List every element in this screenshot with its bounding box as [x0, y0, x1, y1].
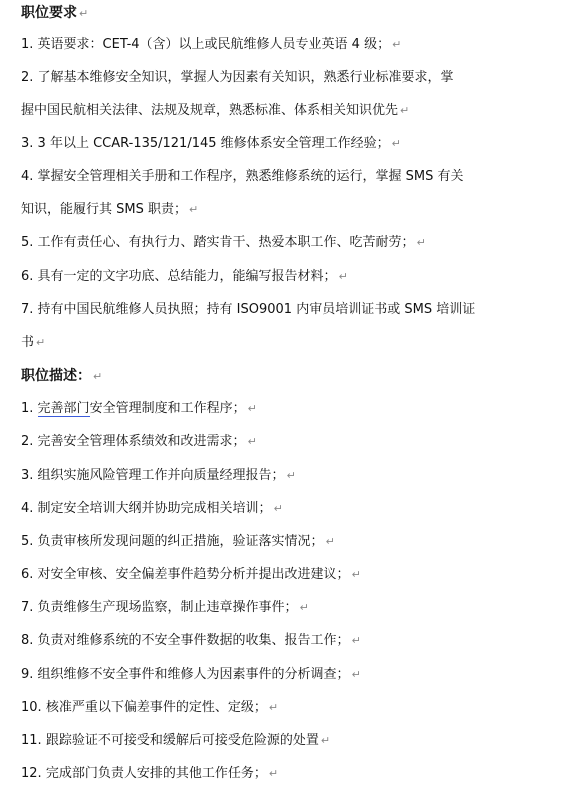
paragraph-mark: ↵ [391, 137, 401, 150]
requirements-heading: 职位要求 ↵ [21, 5, 89, 21]
paragraph-mark: ↵ [400, 104, 410, 117]
requirement-item-2-continued: 握中国民航相关法律、法规及规章，熟悉标准、体系相关知识优先 ↵ [21, 103, 410, 118]
paragraph-mark: ↵ [268, 767, 279, 780]
description-item-7: 7. 负责维修生产现场监察，制止违章操作事件； ↵ [21, 600, 309, 615]
description-item-4: 4. 制定安全培训大纲并协助完成相关培训； ↵ [21, 501, 283, 516]
paragraph-mark: ↵ [247, 435, 257, 448]
description-item-10: 10. 核准严重以下偏差事件的定性、定级； ↵ [21, 700, 279, 715]
paragraph-mark: ↵ [351, 568, 361, 581]
requirement-item-3: 3. 3 年以上 CCAR-135/121/145 维修体系安全管理工作经验； ↵ [21, 136, 401, 151]
description-item-12: 12. 完成部门负责人安排的其他工作任务； ↵ [21, 766, 279, 781]
paragraph-mark: ↵ [299, 601, 309, 614]
paragraph-mark: ↵ [268, 701, 279, 714]
requirement-item-7: 7. 持有中国民航维修人员执照；持有 ISO9001 内审员培训证书或 SMS 培训证 [21, 302, 476, 317]
description-item-2: 2. 完善安全管理体系绩效和改进需求； ↵ [21, 434, 257, 449]
paragraph-mark: ↵ [36, 336, 46, 349]
requirement-item-1: 1. 英语要求：CET-4（含）以上或民航维修人员专业英语 4 级； ↵ [21, 37, 402, 52]
paragraph-mark: ↵ [392, 38, 402, 51]
description-item-9: 9. 组织维修不安全事件和维修人为因素事件的分析调查； ↵ [21, 667, 361, 682]
requirement-item-4: 4. 掌握安全管理相关手册和工作程序，熟悉维修系统的运行，掌握 SMS 有关 [21, 169, 464, 184]
paragraph-mark: ↵ [189, 203, 199, 216]
description-item-1: 1. 完善部门安全管理制度和工作程序； ↵ [21, 401, 257, 416]
paragraph-mark: ↵ [351, 668, 361, 681]
paragraph-mark: ↵ [325, 535, 335, 548]
requirement-item-6: 6. 具有一定的文字功底、总结能力，能编写报告材料； ↵ [21, 269, 348, 284]
requirement-item-7-continued: 书 ↵ [21, 335, 46, 350]
paragraph-mark: ↵ [247, 402, 257, 415]
description-item-8: 8. 负责对维修系统的不安全事件数据的收集、报告工作； ↵ [21, 633, 361, 648]
paragraph-mark: ↵ [416, 236, 426, 249]
description-item-5: 5. 负责审核所发现问题的纠正措施，验证落实情况； ↵ [21, 534, 335, 549]
paragraph-mark: ↵ [286, 469, 296, 482]
requirement-item-4-continued: 知识，能履行其 SMS 职责； ↵ [21, 202, 199, 217]
paragraph-mark: ↵ [338, 270, 348, 283]
paragraph-mark: ↵ [93, 370, 103, 383]
paragraph-mark: ↵ [351, 634, 361, 647]
paragraph-mark: ↵ [273, 502, 283, 515]
requirement-item-5: 5. 工作有责任心、有执行力、踏实肯干、热爱本职工作、吃苦耐劳； ↵ [21, 235, 426, 250]
paragraph-mark: ↵ [79, 7, 89, 20]
underlined-text: 完善部门 [37, 401, 90, 416]
description-item-3: 3. 组织实施风险管理工作并向质量经理报告； ↵ [21, 468, 296, 483]
description-heading: 职位描述： ↵ [21, 368, 103, 384]
requirement-item-2: 2. 了解基本维修安全知识，掌握人为因素有关知识，熟悉行业标准要求，掌 [21, 70, 454, 85]
description-item-11: 11. 跟踪验证不可接受和缓解后可接受危险源的处置 ↵ [21, 733, 331, 748]
description-item-6: 6. 对安全审核、安全偏差事件趋势分析并提出改进建议； ↵ [21, 567, 361, 582]
paragraph-mark: ↵ [320, 734, 331, 747]
